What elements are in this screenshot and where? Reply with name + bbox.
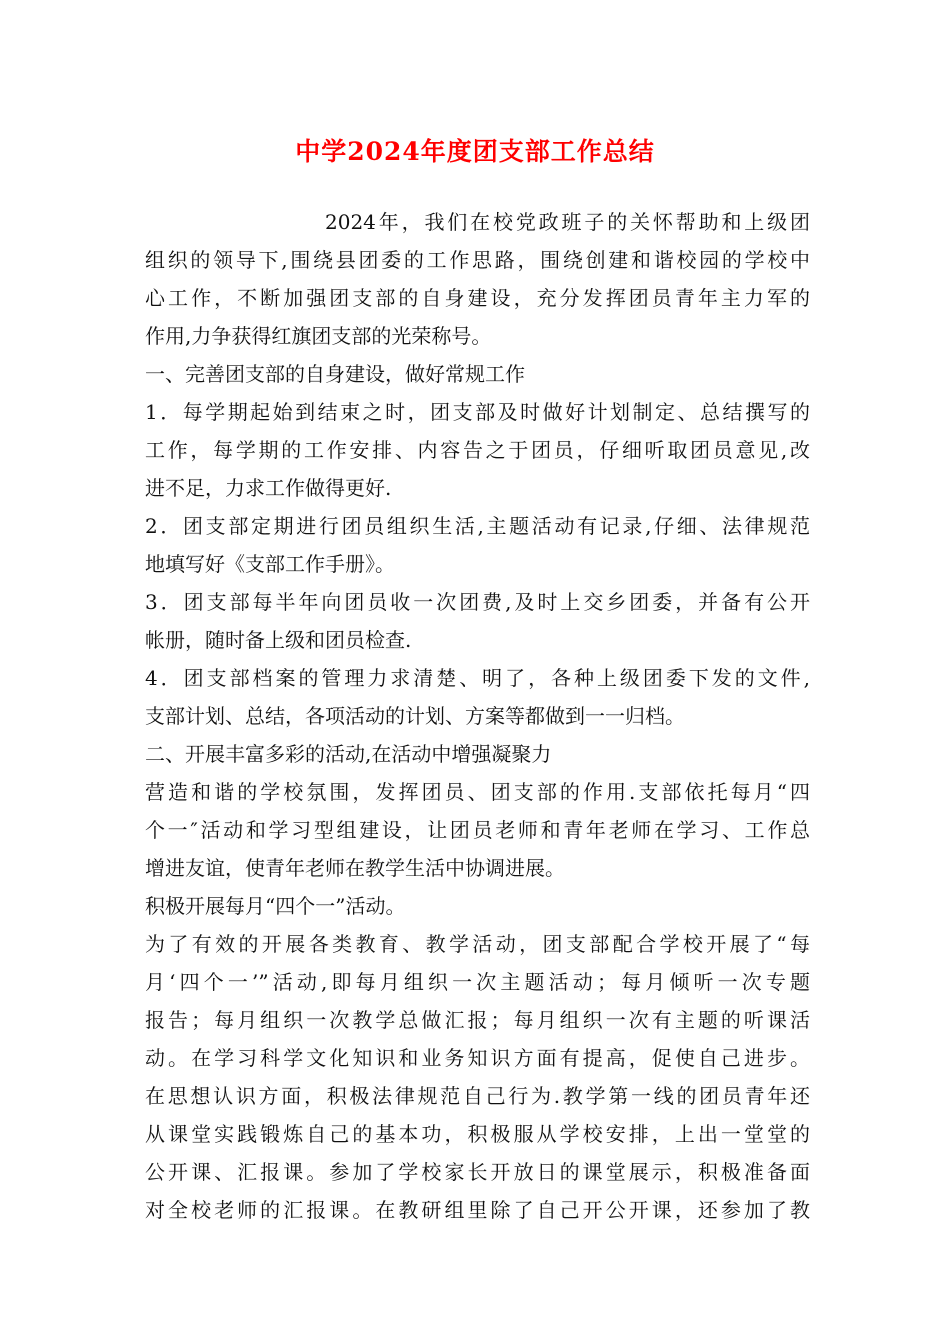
text-line: 公开课、汇报课。参加了学校家长开放日的课堂展示，积极准备面: [145, 1160, 810, 1184]
text-line: 积极开展每月“四个一”活动。: [145, 894, 406, 918]
text-line: 一、完善团支部的自身建设，做好常规工作: [145, 362, 525, 386]
text-line: 对全校老师的汇报课。在教研组里除了自己开公开课，还参加了教: [145, 1198, 810, 1222]
text-line: 作用,力争获得红旗团支部的光荣称号。: [145, 324, 492, 348]
document-title: 中学2024年度团支部工作总结: [295, 137, 655, 166]
text-line: 进不足，力求工作做得更好.: [145, 476, 392, 500]
text-line: 帐册，随时备上级和团员检查.: [145, 628, 412, 652]
text-line: 地填写好《支部工作手册》。: [145, 552, 395, 576]
text-line: 为了有效的开展各类教育、教学活动，团支部配合学校开展了“每: [145, 932, 810, 956]
text-line: 在思想认识方面，积极法律规范自己行为.教学第一线的团员青年还: [145, 1084, 810, 1108]
document-body: [145, 203, 810, 1229]
text-line: 动。在学习科学文化知识和业务知识方面有提高，促使自己进步。: [145, 1046, 810, 1070]
text-line: 3．团支部每半年向团员收一次团费,及时上交乡团委，并备有公开: [145, 590, 810, 614]
text-line: 支部计划、总结，各项活动的计划、方案等都做到一一归档。: [145, 704, 685, 728]
text-line: 4．团支部档案的管理力求清楚、明了，各种上级团委下发的文件,: [145, 666, 810, 690]
text-line: 营造和谐的学校氛围，发挥团员、团支部的作用.支部依托每月“四: [145, 780, 810, 804]
text-line: 增进友谊，使青年老师在教学生活中协调进展。: [145, 856, 565, 880]
text-line: 个一″活动和学习型组建设，让团员老师和青年老师在学习、工作总: [145, 818, 810, 842]
text-line: 2024年，我们在校党政班子的关怀帮助和上级团: [325, 210, 810, 234]
text-line: 月‘四个一’”活动,即每月组织一次主题活动；每月倾听一次专题: [145, 970, 810, 994]
text-line: 工作，每学期的工作安排、内容告之于团员，仔细听取团员意见,改: [145, 438, 810, 462]
text-line: 2．团支部定期进行团员组织生活,主题活动有记录,仔细、法律规范: [145, 514, 810, 538]
text-line: 1．每学期起始到结束之时，团支部及时做好计划制定、总结撰写的: [145, 400, 810, 424]
text-line: 心工作，不断加强团支部的自身建设，充分发挥团员青年主力军的: [145, 286, 810, 310]
text-line: 从课堂实践锻炼自己的基本功，积极服从学校安排，上出一堂堂的: [145, 1122, 810, 1146]
text-line: 报告；每月组织一次教学总做汇报；每月组织一次有主题的听课活: [145, 1008, 810, 1032]
text-line: 二、开展丰富多彩的活动,在活动中增强凝聚力: [145, 742, 552, 766]
text-line: 组织的领导下,围绕县团委的工作思路，围绕创建和谐校园的学校中: [145, 248, 810, 272]
